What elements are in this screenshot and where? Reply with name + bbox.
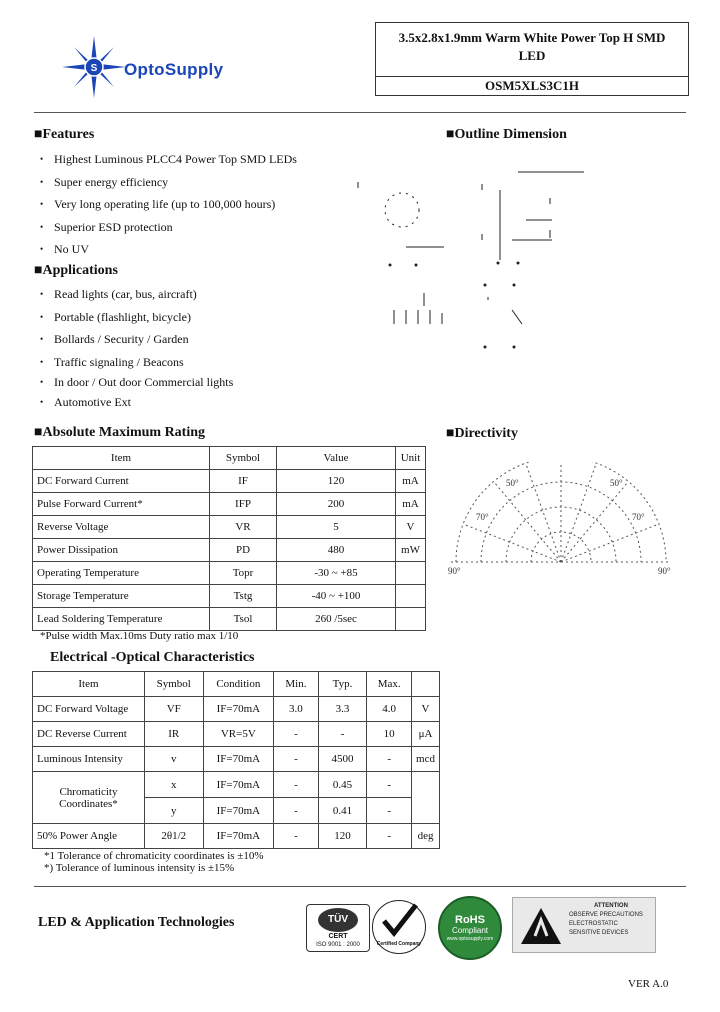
table-cell: 10 <box>367 722 412 747</box>
list-item: • Portable (flashlight, bicycle) <box>34 309 394 332</box>
amr-note: *Pulse width Max.10ms Duty ratio max 1/10 <box>40 630 239 642</box>
angle-label: 70° <box>632 512 645 522</box>
version-label: VER A.0 <box>628 978 669 990</box>
checkmark-icon <box>372 901 424 941</box>
list-item: • Bollards / Security / Garden <box>34 331 394 354</box>
table-cell: x <box>144 772 203 798</box>
column-header: Max. <box>367 672 412 697</box>
table-cell: mA <box>396 470 426 493</box>
table-row <box>33 608 426 631</box>
features-heading: ■Features <box>34 127 95 142</box>
directivity-heading: ■Directivity <box>446 426 518 441</box>
table-row <box>33 747 440 772</box>
table-cell: v <box>144 747 203 772</box>
angle-label: 90° <box>448 566 461 576</box>
table-cell: 4500 <box>318 747 367 772</box>
table-cell: Operating Temperature <box>33 562 210 585</box>
table-cell: V <box>412 697 440 722</box>
table-cell: - <box>274 747 319 772</box>
table-cell: 0.41 <box>318 798 367 824</box>
column-header: Symbol <box>210 447 277 470</box>
table-cell: IR <box>144 722 203 747</box>
table-header-row <box>33 447 426 470</box>
table-cell: IF=70mA <box>203 824 274 849</box>
amr-heading: ■Absolute Maximum Rating <box>34 425 206 440</box>
title-box <box>375 22 689 96</box>
outline-drawing <box>340 150 660 370</box>
list-item: • Very long operating life (up to 100,000 hours) <box>34 196 394 219</box>
table-cell: 0.45 <box>318 772 367 798</box>
rohs-logo <box>438 896 502 960</box>
directivity-diagram <box>446 462 676 582</box>
table-cell: Pulse Forward Current* <box>33 493 210 516</box>
brand-name: OptoSupply <box>124 60 224 79</box>
table-cell: PD <box>210 539 277 562</box>
table-cell: - <box>367 798 412 824</box>
column-header: Min. <box>274 672 319 697</box>
header-divider <box>34 112 686 113</box>
table-cell: mW <box>396 539 426 562</box>
product-title-line1: 3.5x2.8x1.9mm Warm White Power Top H SMD <box>398 30 666 45</box>
table-cell: y <box>144 798 203 824</box>
table-row <box>33 516 426 539</box>
table-row <box>33 585 426 608</box>
table-cell: 5 <box>277 516 396 539</box>
table-cell: DC Forward Voltage <box>33 697 145 722</box>
table-cell: 260 /5sec <box>277 608 396 631</box>
table-cell: 50% Power Angle <box>33 824 145 849</box>
table-cell: IF=70mA <box>203 772 274 798</box>
table-cell: 480 <box>277 539 396 562</box>
table-cell: - <box>274 772 319 798</box>
list-item: • Highest Luminous PLCC4 Power Top SMD LEDs <box>34 151 394 174</box>
table-cell: -30 ~ +85 <box>277 562 396 585</box>
table-cell: 3.0 <box>274 697 319 722</box>
table-cell: VR=5V <box>203 722 274 747</box>
column-header: Value <box>277 447 396 470</box>
optosupply-star-icon <box>62 36 126 98</box>
svg-text:S: S <box>90 63 98 74</box>
table-cell: VF <box>144 697 203 722</box>
attention-line: OBSERVE PRECAUTIONS <box>569 912 643 918</box>
footer-tagline: LED & Application Technologies <box>38 915 235 930</box>
table-cell: Power Dissipation <box>33 539 210 562</box>
table-row <box>33 562 426 585</box>
applications-heading: ■Applications <box>34 263 118 278</box>
list-item: • Read lights (car, bus, aircraft) <box>34 286 394 309</box>
eoc-heading: Electrical -Optical Characteristics <box>50 650 255 665</box>
coordinates-label: Coordinates* <box>59 797 118 810</box>
column-header <box>412 672 440 697</box>
esd-attention-label <box>512 897 656 953</box>
outline-heading: ■Outline Dimension <box>446 127 567 142</box>
table-cell: 200 <box>277 493 396 516</box>
eoc-note-chromaticity: *1 Tolerance of chromaticity coordinates is ±10% <box>44 850 264 862</box>
table-row <box>33 470 426 493</box>
table-cell: Topr <box>210 562 277 585</box>
certified-check-logo <box>372 900 426 954</box>
table-cell: μA <box>412 722 440 747</box>
tuv-cert-logo <box>306 904 370 952</box>
table-cell: - <box>367 747 412 772</box>
product-title-line2: LED <box>518 48 546 63</box>
table-row <box>33 493 426 516</box>
esd-warning-icon <box>519 906 563 946</box>
table-cell: -40 ~ +100 <box>277 585 396 608</box>
column-header: Unit <box>396 447 426 470</box>
table-cell: V <box>396 516 426 539</box>
list-item: • Traffic signaling / Beacons <box>34 354 394 374</box>
attention-line: ELECTROSTATIC <box>569 921 618 927</box>
eoc-table <box>32 671 440 849</box>
table-cell: - <box>367 772 412 798</box>
certified-label: Certified Company <box>376 941 422 947</box>
eoc-note-intensity: *) Tolerance of luminous intensity is ±15% <box>44 862 235 874</box>
list-item: • In door / Out door Commercial lights <box>34 374 394 394</box>
table-row <box>33 722 440 747</box>
angle-label: 90° <box>658 566 671 576</box>
column-header: Item <box>33 672 145 697</box>
table-row <box>33 539 426 562</box>
table-cell <box>396 562 426 585</box>
logo <box>62 36 282 98</box>
table-cell: IF=70mA <box>203 798 274 824</box>
column-header: Condition <box>203 672 274 697</box>
table-cell: IF=70mA <box>203 747 274 772</box>
table-cell: Storage Temperature <box>33 585 210 608</box>
table-cell: Tstg <box>210 585 277 608</box>
table-cell: Tsol <box>210 608 277 631</box>
table-cell: 4.0 <box>367 697 412 722</box>
table-cell <box>396 608 426 631</box>
list-item: • Super energy efficiency <box>34 174 394 197</box>
table-cell: 120 <box>318 824 367 849</box>
rohs-url-label: www.optosupply.com <box>446 936 494 942</box>
table-cell: 3.3 <box>318 697 367 722</box>
table-cell: DC Forward Current <box>33 470 210 493</box>
rohs-compliant-label: Compliant <box>451 926 488 935</box>
angle-label: 50° <box>506 478 519 488</box>
table-cell: mA <box>396 493 426 516</box>
table-cell: - <box>274 824 319 849</box>
angle-label: 70° <box>476 512 489 522</box>
table-cell: IF <box>210 470 277 493</box>
table-cell: Luminous Intensity <box>33 747 145 772</box>
column-header: Item <box>33 447 210 470</box>
table-cell: mcd <box>412 747 440 772</box>
table-cell: Lead Soldering Temperature <box>33 608 210 631</box>
table-cell: 2θ1/2 <box>144 824 203 849</box>
table-cell: VR <box>210 516 277 539</box>
column-header: Symbol <box>144 672 203 697</box>
column-header: Typ. <box>318 672 367 697</box>
table-cell: - <box>318 722 367 747</box>
chromaticity-cell <box>33 772 145 824</box>
table-cell <box>396 585 426 608</box>
attention-title: ATTENTION <box>594 903 628 909</box>
tuv-label: TÜV <box>328 914 348 925</box>
table-cell <box>412 772 440 824</box>
table-row <box>33 697 440 722</box>
table-cell: Reverse Voltage <box>33 516 210 539</box>
table-cell: IFP <box>210 493 277 516</box>
tuv-cert-label: CERT <box>328 933 348 940</box>
table-cell: DC Reverse Current <box>33 722 145 747</box>
table-header-row <box>33 672 440 697</box>
angle-label: 50° <box>610 478 623 488</box>
table-cell: deg <box>412 824 440 849</box>
part-number: OSM5XLS3C1H <box>376 76 688 95</box>
table-row <box>33 824 440 849</box>
list-item: • Automotive Ext <box>34 394 394 417</box>
list-item: • No UV <box>34 241 394 264</box>
table-cell: 120 <box>277 470 396 493</box>
list-item: • Superior ESD protection <box>34 219 394 242</box>
table-cell: - <box>274 722 319 747</box>
table-cell: - <box>274 798 319 824</box>
chromaticity-label: Chromaticity <box>59 785 118 798</box>
rohs-label: RoHS <box>455 914 485 926</box>
amr-table <box>32 446 426 631</box>
tuv-iso-label: ISO 9001 : 2000 <box>316 942 360 948</box>
product-title <box>376 23 688 65</box>
table-row <box>33 772 440 798</box>
table-cell: - <box>367 824 412 849</box>
footer-divider <box>34 886 686 887</box>
table-cell: IF=70mA <box>203 697 274 722</box>
attention-line: SENSITIVE DEVICES <box>569 930 629 936</box>
